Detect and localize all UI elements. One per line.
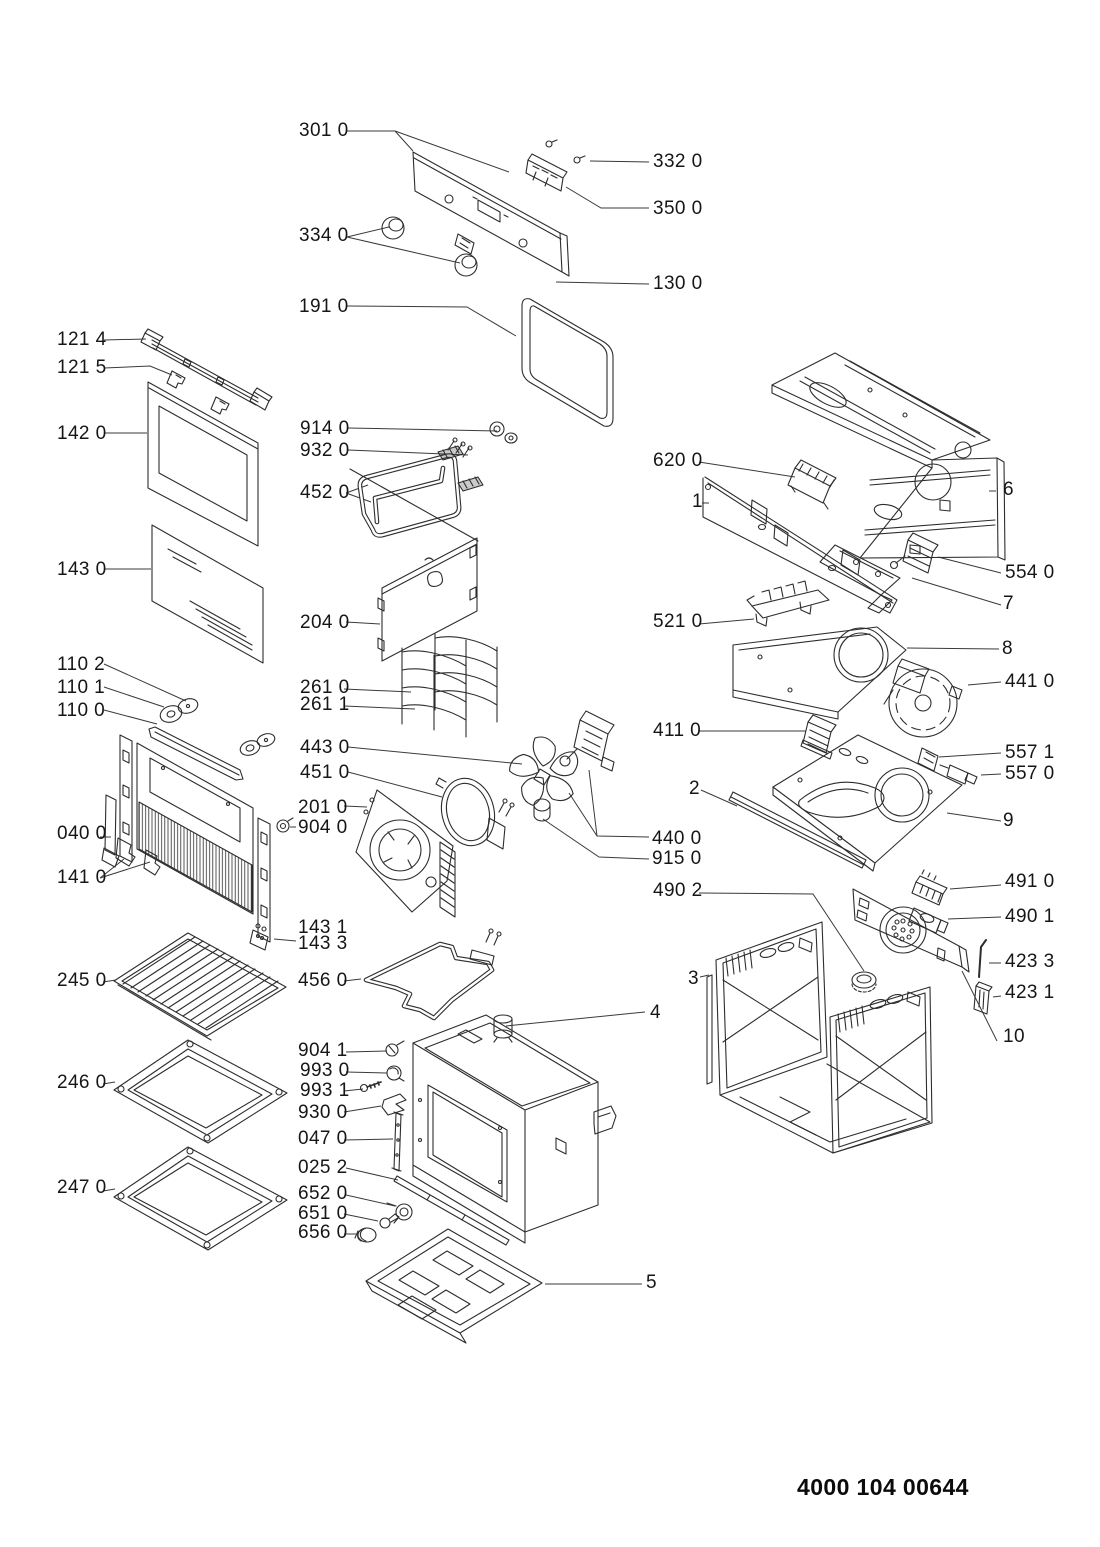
part-label-423-1: 423 1 [1005,982,1055,1003]
part-label-993-1: 993 1 [300,1080,350,1101]
drawing-ring-element [435,773,550,852]
part-label-443-0: 443 0 [300,737,350,758]
part-label-040-0: 040 0 [57,823,107,844]
drawing-insulation-strip [729,792,866,868]
part-label-1: 1 [692,491,703,512]
part-label-332-0: 332 0 [653,151,703,172]
part-label-261-1: 261 1 [300,694,350,715]
part-label-7: 7 [1003,593,1014,614]
part-label-2: 2 [689,778,700,799]
part-label-904-0: 904 0 [298,817,348,838]
part-label-456-0: 456 0 [298,970,348,991]
drawing-rear-panel [772,353,1005,560]
drawing-control-support [747,581,829,626]
drawing-control-panel [382,152,569,276]
part-label-490-2: 490 2 [653,880,703,901]
drawing-base-panel [366,1229,542,1343]
part-label-141-0: 141 0 [57,867,107,888]
drawing-inner-door-panel [102,735,270,942]
part-label-110-1: 110 1 [57,677,106,698]
part-label-930-0: 930 0 [298,1102,348,1123]
part-label-110-0: 110 0 [57,700,106,721]
drawing-nuts-spacers [438,422,517,491]
part-label-914-0: 914 0 [300,418,350,439]
part-label-993-0: 993 0 [300,1060,350,1081]
drawing-lower-top-panel [773,735,977,871]
drawing-transformer [801,715,836,759]
part-label-025-2: 025 2 [298,1157,348,1178]
drawing-catalytic-panel [378,538,477,661]
drawing-pump-and-bracket [820,533,938,613]
drawing-baking-tray [114,1040,287,1143]
drawing-fan-assembly [884,659,962,737]
part-label-4: 4 [650,1002,661,1023]
document-code: 4000 104 00644 [797,1474,969,1500]
part-label-411-0: 411 0 [653,720,702,741]
part-label-423-3: 423 3 [1005,951,1055,972]
part-label-490-1: 490 1 [1005,906,1055,927]
part-label-047-0: 047 0 [298,1128,348,1149]
part-label-3: 3 [688,968,699,989]
part-label-143-3: 143 3 [298,933,348,954]
part-label-651-0: 651 0 [298,1203,348,1224]
drawing-terminal-block [788,460,836,509]
part-label-121-4: 121 4 [57,329,107,350]
part-label-261-0: 261 0 [300,677,350,698]
drawing-top-panel [733,627,906,719]
part-label-557-1: 557 1 [1005,742,1055,763]
part-label-554-0: 554 0 [1005,562,1055,583]
drawing-outer-door [148,382,258,546]
part-label-440-0: 440 0 [652,828,702,849]
part-label-110-2: 110 2 [57,654,106,675]
part-label-143-1: 143 1 [298,917,348,938]
part-label-143-0: 143 0 [57,559,107,580]
part-label-451-0: 451 0 [300,762,350,783]
part-label-130-0: 130 0 [653,273,703,294]
part-label-350-0: 350 0 [653,198,703,219]
part-label-932-0: 932 0 [300,440,350,461]
drawing-outer-casing [707,922,932,1153]
part-label-452-0: 452 0 [300,482,350,503]
drawing-support-bracket [703,477,897,613]
part-label-142-0: 142 0 [57,423,107,444]
part-label-245-0: 245 0 [57,970,107,991]
part-label-121-5: 121 5 [57,357,107,378]
part-label-204-0: 204 0 [300,612,350,633]
drawing-door-seal [522,299,613,427]
part-label-334-0: 334 0 [299,225,349,246]
part-label-620-0: 620 0 [653,450,703,471]
drawing-deep-tray [114,1147,287,1250]
part-label-9: 9 [1003,810,1014,831]
drawing-seal-strip [394,1176,509,1245]
drawing-wire-rack [114,933,286,1040]
part-label-656-0: 656 0 [298,1222,348,1243]
part-label-301-0: 301 0 [299,120,349,141]
drawing-fan-blade [508,737,581,807]
part-label-10: 10 [1003,1026,1025,1047]
part-label-652-0: 652 0 [298,1183,348,1204]
part-label-5: 5 [646,1272,657,1293]
drawing-inner-glass [152,525,263,663]
part-label-191-0: 191 0 [299,296,349,317]
part-label-441-0: 441 0 [1005,671,1055,692]
part-label-201-0: 201 0 [298,797,348,818]
drawing-circulation-panel [852,889,969,992]
part-label-491-0: 491 0 [1005,871,1055,892]
part-label-557-0: 557 0 [1005,763,1055,784]
drawing-fan-motor [560,711,614,771]
part-label-904-1: 904 1 [298,1040,348,1061]
drawing-display-module [526,140,585,191]
drawing-hinge-rail [141,329,272,414]
part-label-6: 6 [1003,479,1014,500]
part-label-915-0: 915 0 [652,848,702,869]
part-label-521-0: 521 0 [653,611,703,632]
drawing-grill-element [366,929,512,1042]
part-label-8: 8 [1002,638,1013,659]
drawing-shelf-racks [402,634,497,737]
part-label-247-0: 247 0 [57,1177,107,1198]
part-label-246-0: 246 0 [57,1072,107,1093]
